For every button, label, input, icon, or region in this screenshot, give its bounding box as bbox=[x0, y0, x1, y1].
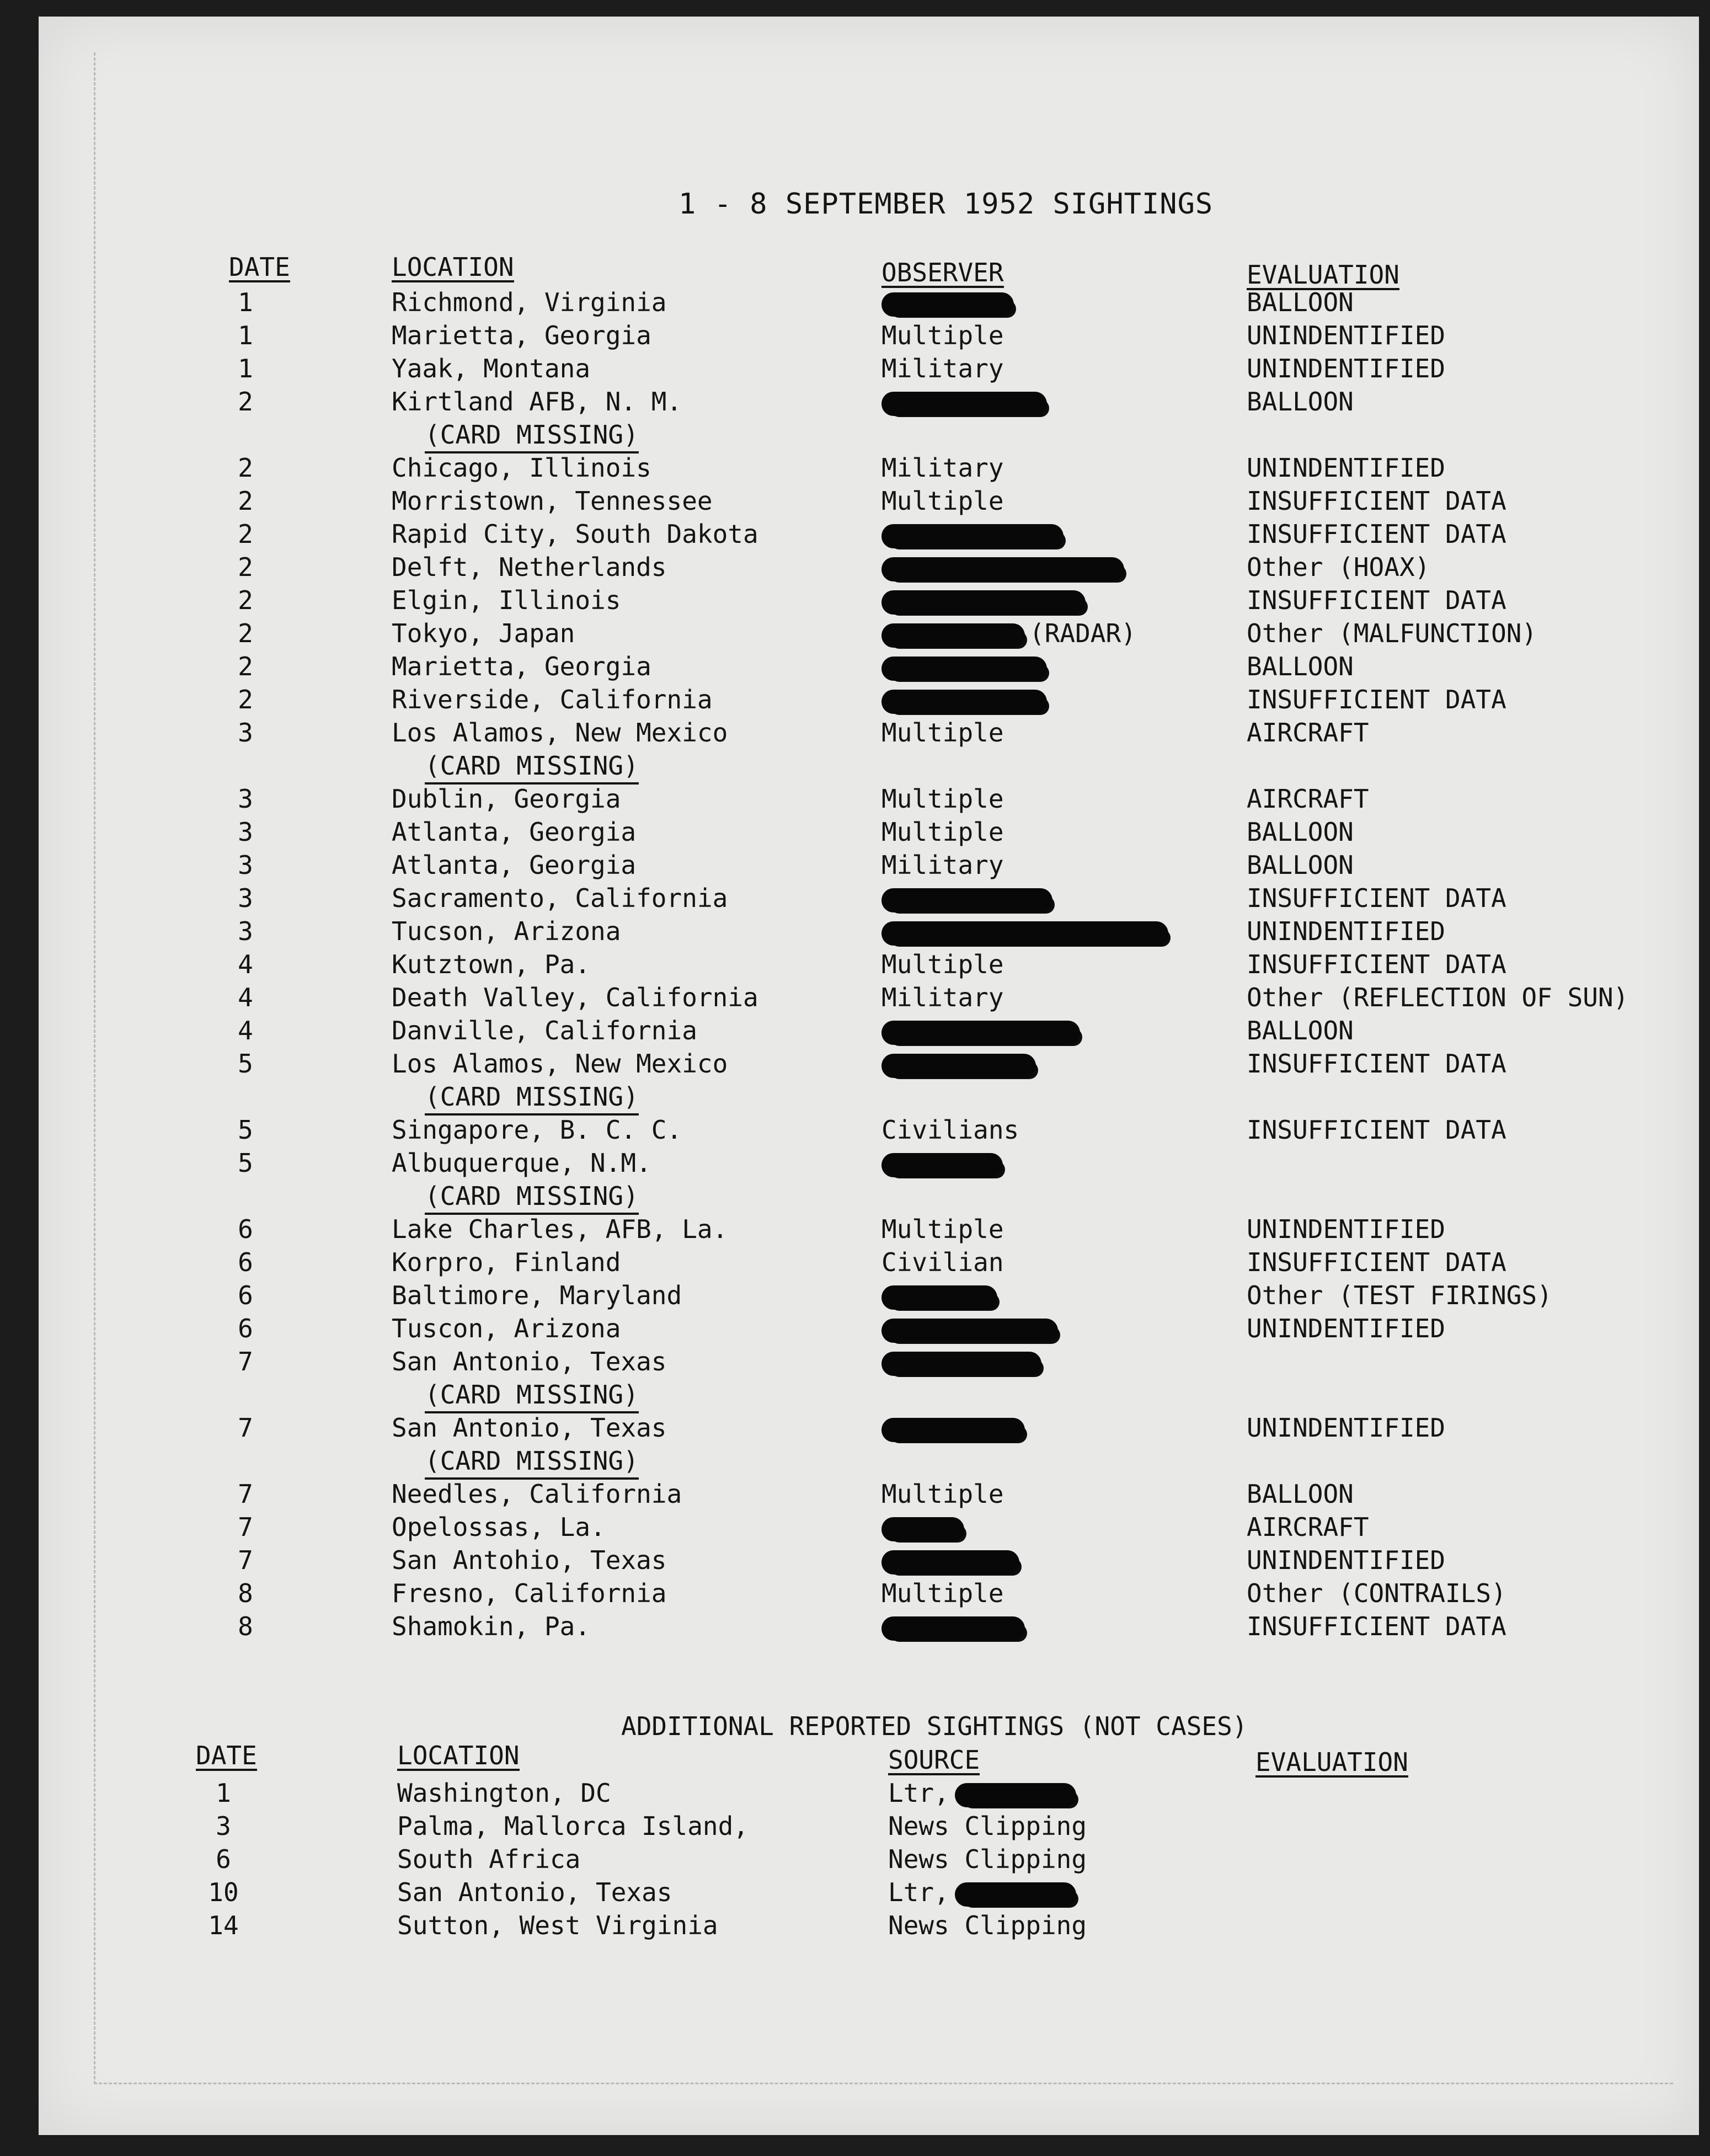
redaction-bar bbox=[881, 1285, 997, 1310]
table-row bbox=[39, 517, 1699, 551]
sighting-date: 1 bbox=[238, 287, 253, 317]
table-row bbox=[39, 683, 1699, 716]
sighting-observer bbox=[881, 517, 1064, 551]
additional-source bbox=[888, 1810, 1087, 1843]
additional-location: Sutton, West Virginia bbox=[397, 1910, 718, 1940]
sighting-evaluation: UNINDENTIFIED bbox=[1247, 321, 1446, 350]
redaction-bar bbox=[881, 590, 1086, 615]
sighting-evaluation: INSUFFICIENT DATA bbox=[1247, 1247, 1506, 1277]
sighting-evaluation: BALLOON bbox=[1247, 850, 1354, 880]
sighting-evaluation: Other (CONTRAILS) bbox=[1247, 1578, 1506, 1608]
sighting-evaluation: UNINDENTIFIED bbox=[1247, 1214, 1446, 1244]
sighting-location: Albuquerque, N.M. bbox=[392, 1148, 651, 1178]
header-evaluation: EVALUATION bbox=[1247, 260, 1399, 290]
header-date: DATE bbox=[229, 252, 290, 282]
sighting-observer bbox=[881, 319, 1004, 352]
sighting-observer bbox=[881, 1279, 997, 1312]
card-missing-row bbox=[39, 749, 1699, 782]
sighting-evaluation: BALLOON bbox=[1247, 652, 1354, 681]
sighting-date: 7 bbox=[238, 1347, 253, 1376]
additional-header-location: LOCATION bbox=[397, 1741, 520, 1770]
sighting-evaluation: UNINDENTIFIED bbox=[1247, 1413, 1446, 1443]
redaction-bar bbox=[881, 1319, 1058, 1343]
sighting-date: 7 bbox=[238, 1479, 253, 1509]
sighting-date: 5 bbox=[238, 1148, 253, 1178]
additional-header-source: SOURCE bbox=[888, 1745, 980, 1775]
table-row bbox=[39, 1477, 1699, 1511]
sighting-evaluation: INSUFFICIENT DATA bbox=[1247, 1049, 1506, 1079]
table-row bbox=[39, 1411, 1699, 1444]
table-row bbox=[39, 1909, 1699, 1942]
table-row bbox=[39, 1544, 1699, 1577]
redaction-bar bbox=[955, 1882, 1076, 1907]
sighting-observer bbox=[881, 1146, 1003, 1180]
table-row bbox=[39, 1876, 1699, 1909]
sighting-observer bbox=[881, 1113, 1019, 1146]
sighting-location: Chicago, Illinois bbox=[392, 453, 651, 483]
redaction-bar bbox=[881, 1352, 1041, 1376]
sighting-observer bbox=[881, 1610, 1025, 1643]
additional-date: 3 bbox=[216, 1811, 231, 1841]
sighting-evaluation: INSUFFICIENT DATA bbox=[1247, 949, 1506, 979]
card-missing-label: (CARD MISSING) bbox=[425, 749, 639, 785]
additional-header-date: DATE bbox=[196, 1741, 257, 1770]
table-row bbox=[39, 1843, 1699, 1876]
additional-date: 6 bbox=[216, 1844, 231, 1874]
document-title: 1 - 8 SEPTEMBER 1952 SIGHTINGS bbox=[678, 188, 1214, 221]
table-row bbox=[39, 617, 1699, 650]
sighting-location: Tucson, Arizona bbox=[392, 916, 621, 946]
header-location: LOCATION bbox=[392, 252, 514, 282]
sighting-observer bbox=[881, 981, 1004, 1014]
redaction-bar bbox=[881, 292, 1014, 317]
sighting-date: 6 bbox=[238, 1247, 253, 1277]
observer-text: Multiple bbox=[881, 1214, 1004, 1244]
sighting-evaluation: UNINDENTIFIED bbox=[1247, 1545, 1446, 1575]
sighting-date: 8 bbox=[238, 1578, 253, 1608]
additional-source bbox=[888, 1843, 1087, 1876]
sighting-evaluation: UNINDENTIFIED bbox=[1247, 916, 1446, 946]
sighting-location: Dublin, Georgia bbox=[392, 784, 621, 814]
table-row bbox=[39, 1279, 1699, 1312]
sighting-date: 4 bbox=[238, 1016, 253, 1045]
table-row bbox=[39, 1146, 1699, 1180]
sighting-location: Marietta, Georgia bbox=[392, 321, 651, 350]
table-row bbox=[39, 484, 1699, 517]
sighting-observer bbox=[881, 716, 1004, 749]
sighting-date: 6 bbox=[238, 1214, 253, 1244]
sighting-observer bbox=[881, 551, 1124, 584]
sighting-location: Lake Charles, AFB, La. bbox=[392, 1214, 728, 1244]
source-text: News Clipping bbox=[888, 1844, 1087, 1874]
sighting-evaluation: BALLOON bbox=[1247, 817, 1354, 847]
table-row bbox=[39, 451, 1699, 484]
source-text: News Clipping bbox=[888, 1811, 1087, 1841]
sighting-evaluation: BALLOON bbox=[1247, 1479, 1354, 1509]
redaction-bar bbox=[881, 623, 1025, 648]
card-missing-row bbox=[39, 1080, 1699, 1113]
sighting-date: 5 bbox=[238, 1049, 253, 1079]
additional-source bbox=[888, 1876, 1076, 1909]
sighting-observer bbox=[881, 451, 1004, 484]
sighting-evaluation: UNINDENTIFIED bbox=[1247, 354, 1446, 383]
sighting-evaluation: BALLOON bbox=[1247, 1016, 1354, 1045]
observer-text: Multiple bbox=[881, 817, 1004, 847]
sighting-observer bbox=[881, 1246, 1004, 1279]
table-row bbox=[39, 1213, 1699, 1246]
observer-text: Military bbox=[881, 983, 1004, 1012]
table-row bbox=[39, 1610, 1699, 1643]
sighting-observer bbox=[881, 484, 1004, 517]
sighting-location: San Antonio, Texas bbox=[392, 1413, 667, 1443]
sighting-observer bbox=[881, 915, 1168, 948]
observer-text: Military bbox=[881, 354, 1004, 383]
redaction-bar bbox=[955, 1783, 1076, 1807]
table-row bbox=[39, 915, 1699, 948]
sighting-date: 4 bbox=[238, 949, 253, 979]
sighting-location: Riverside, California bbox=[392, 685, 713, 714]
card-missing-row bbox=[39, 1180, 1699, 1213]
redaction-bar bbox=[881, 1153, 1003, 1177]
redaction-bar bbox=[881, 1616, 1025, 1641]
sighting-date: 3 bbox=[238, 817, 253, 847]
table-row bbox=[39, 385, 1699, 418]
redaction-bar bbox=[881, 1550, 1019, 1575]
document-page bbox=[39, 17, 1699, 2135]
sighting-observer bbox=[881, 617, 1136, 650]
sighting-location: Elgin, Illinois bbox=[392, 585, 621, 615]
additional-location: Palma, Mallorca Island, bbox=[397, 1811, 749, 1841]
sighting-date: 2 bbox=[238, 519, 253, 549]
additional-location: Washington, DC bbox=[397, 1778, 611, 1808]
sighting-date: 3 bbox=[238, 916, 253, 946]
table-row bbox=[39, 551, 1699, 584]
redaction-bar bbox=[881, 690, 1047, 714]
table-row bbox=[39, 882, 1699, 915]
table-row bbox=[39, 1577, 1699, 1610]
table-row bbox=[39, 650, 1699, 683]
sighting-evaluation: BALLOON bbox=[1247, 287, 1354, 317]
sighting-date: 2 bbox=[238, 585, 253, 615]
table-row bbox=[39, 1511, 1699, 1544]
sighting-location: Fresno, California bbox=[392, 1578, 667, 1608]
sighting-date: 2 bbox=[238, 618, 253, 648]
sighting-location: Tuscon, Arizona bbox=[392, 1314, 621, 1343]
sighting-observer bbox=[881, 1345, 1041, 1378]
sighting-location: Los Alamos, New Mexico bbox=[392, 718, 728, 748]
sighting-observer bbox=[881, 948, 1004, 981]
sighting-location: Yaak, Montana bbox=[392, 354, 591, 383]
table-row bbox=[39, 1312, 1699, 1345]
sighting-date: 3 bbox=[238, 784, 253, 814]
table-row bbox=[39, 716, 1699, 749]
sighting-date: 6 bbox=[238, 1314, 253, 1343]
source-text: News Clipping bbox=[888, 1910, 1087, 1940]
observer-text: Multiple bbox=[881, 1578, 1004, 1608]
sighting-evaluation: Other (REFLECTION OF SUN) bbox=[1247, 983, 1629, 1012]
sighting-date: 1 bbox=[238, 321, 253, 350]
card-missing-row bbox=[39, 1444, 1699, 1477]
sighting-location: Singapore, B. C. C. bbox=[392, 1115, 682, 1145]
sighting-location: Needles, California bbox=[392, 1479, 682, 1509]
sighting-date: 5 bbox=[238, 1115, 253, 1145]
table-row bbox=[39, 981, 1699, 1014]
sighting-evaluation: UNINDENTIFIED bbox=[1247, 1314, 1446, 1343]
sighting-location: Baltimore, Maryland bbox=[392, 1280, 682, 1310]
sighting-location: Korpro, Finland bbox=[392, 1247, 621, 1277]
sighting-location: Tokyo, Japan bbox=[392, 618, 575, 648]
observer-text: Multiple bbox=[881, 784, 1004, 814]
sighting-date: 4 bbox=[238, 983, 253, 1012]
sighting-observer bbox=[881, 848, 1004, 882]
table-row bbox=[39, 319, 1699, 352]
sighting-location: Sacramento, California bbox=[392, 883, 728, 913]
sighting-observer bbox=[881, 882, 1052, 915]
redaction-bar bbox=[881, 392, 1047, 416]
sighting-location: Los Alamos, New Mexico bbox=[392, 1049, 728, 1079]
sighting-location: San Antonio, Texas bbox=[392, 1347, 667, 1376]
card-missing-label: (CARD MISSING) bbox=[425, 1378, 639, 1413]
sighting-observer bbox=[881, 286, 1014, 319]
card-missing-row bbox=[39, 1378, 1699, 1411]
card-missing-row bbox=[39, 418, 1699, 451]
sighting-date: 2 bbox=[238, 652, 253, 681]
observer-text: Civilian bbox=[881, 1247, 1004, 1277]
sighting-date: 2 bbox=[238, 453, 253, 483]
sighting-date: 8 bbox=[238, 1611, 253, 1641]
table-row bbox=[39, 1246, 1699, 1279]
table-row bbox=[39, 1810, 1699, 1843]
sighting-observer bbox=[881, 1014, 1080, 1047]
sighting-location: Delft, Netherlands bbox=[392, 552, 667, 582]
table-row bbox=[39, 1113, 1699, 1146]
sighting-date: 2 bbox=[238, 552, 253, 582]
sighting-location: Atlanta, Georgia bbox=[392, 817, 637, 847]
header-observer: OBSERVER bbox=[881, 258, 1004, 287]
sighting-observer bbox=[881, 1213, 1004, 1246]
sighting-evaluation: INSUFFICIENT DATA bbox=[1247, 486, 1506, 516]
sighting-date: 7 bbox=[238, 1512, 253, 1542]
sighting-evaluation: INSUFFICIENT DATA bbox=[1247, 1115, 1506, 1145]
sighting-date: 2 bbox=[238, 387, 253, 417]
redaction-bar bbox=[881, 1054, 1036, 1078]
sighting-observer bbox=[881, 584, 1086, 617]
additional-header-evaluation: EVALUATION bbox=[1255, 1747, 1408, 1777]
sighting-evaluation: AIRCRAFT bbox=[1247, 784, 1369, 814]
sighting-evaluation: Other (MALFUNCTION) bbox=[1247, 618, 1537, 648]
table-row bbox=[39, 1014, 1699, 1047]
table-row bbox=[39, 286, 1699, 319]
sighting-date: 2 bbox=[238, 486, 253, 516]
sighting-observer bbox=[881, 1544, 1019, 1577]
observer-text: Multiple bbox=[881, 1479, 1004, 1509]
additional-source bbox=[888, 1909, 1087, 1942]
card-missing-label: (CARD MISSING) bbox=[425, 1180, 639, 1215]
sighting-date: 3 bbox=[238, 850, 253, 880]
table-row bbox=[39, 1776, 1699, 1810]
redaction-bar bbox=[881, 888, 1052, 912]
sighting-location: Kutztown, Pa. bbox=[392, 949, 591, 979]
additional-location: San Antonio, Texas bbox=[397, 1877, 672, 1907]
sighting-date: 6 bbox=[238, 1280, 253, 1310]
sighting-evaluation: INSUFFICIENT DATA bbox=[1247, 519, 1506, 549]
additional-title: ADDITIONAL REPORTED SIGHTINGS (NOT CASES) bbox=[621, 1711, 1248, 1741]
observer-text: Multiple bbox=[881, 949, 1004, 979]
sighting-location: Kirtland AFB, N. M. bbox=[392, 387, 682, 417]
sighting-observer bbox=[881, 1411, 1025, 1444]
sighting-location: Morristown, Tennessee bbox=[392, 486, 713, 516]
sighting-evaluation: AIRCRAFT bbox=[1247, 718, 1369, 748]
sighting-location: San Antohio, Texas bbox=[392, 1545, 667, 1575]
sighting-location: Opelossas, La. bbox=[392, 1512, 606, 1542]
additional-location: South Africa bbox=[397, 1844, 581, 1874]
observer-text: Military bbox=[881, 850, 1004, 880]
sighting-evaluation: AIRCRAFT bbox=[1247, 1512, 1369, 1542]
redaction-bar bbox=[881, 1021, 1080, 1045]
observer-text: Multiple bbox=[881, 486, 1004, 516]
sighting-evaluation: INSUFFICIENT DATA bbox=[1247, 685, 1506, 714]
sighting-observer bbox=[881, 782, 1004, 815]
sighting-date: 2 bbox=[238, 685, 253, 714]
sighting-evaluation: INSUFFICIENT DATA bbox=[1247, 1611, 1506, 1641]
sighting-location: Rapid City, South Dakota bbox=[392, 519, 758, 549]
sighting-location: Atlanta, Georgia bbox=[392, 850, 637, 880]
redaction-bar bbox=[881, 1418, 1025, 1442]
card-missing-label: (CARD MISSING) bbox=[425, 1080, 639, 1116]
sighting-observer bbox=[881, 1577, 1004, 1610]
redaction-bar bbox=[881, 524, 1064, 548]
sighting-observer bbox=[881, 683, 1047, 716]
sighting-evaluation: UNINDENTIFIED bbox=[1247, 453, 1446, 483]
sighting-observer bbox=[881, 1477, 1004, 1511]
sighting-date: 7 bbox=[238, 1545, 253, 1575]
sighting-date: 3 bbox=[238, 883, 253, 913]
observer-text: Military bbox=[881, 453, 1004, 483]
redaction-bar bbox=[881, 921, 1168, 946]
table-row bbox=[39, 815, 1699, 848]
redaction-bar bbox=[881, 1517, 964, 1541]
observer-text: Civilians bbox=[881, 1115, 1019, 1145]
table-row bbox=[39, 848, 1699, 882]
observer-text: (RADAR) bbox=[1029, 618, 1136, 648]
sighting-observer bbox=[881, 385, 1047, 418]
redaction-bar bbox=[881, 657, 1047, 681]
source-text: Ltr, bbox=[888, 1877, 949, 1907]
sighting-date: 7 bbox=[238, 1413, 253, 1443]
table-row bbox=[39, 1047, 1699, 1080]
sighting-evaluation: BALLOON bbox=[1247, 387, 1354, 417]
sighting-date: 1 bbox=[238, 354, 253, 383]
table-row bbox=[39, 782, 1699, 815]
sighting-observer bbox=[881, 1511, 964, 1544]
card-missing-label: (CARD MISSING) bbox=[425, 418, 639, 453]
sighting-evaluation: INSUFFICIENT DATA bbox=[1247, 585, 1506, 615]
sighting-observer bbox=[881, 815, 1004, 848]
sighting-observer bbox=[881, 352, 1004, 385]
additional-date: 10 bbox=[208, 1877, 239, 1907]
source-text: Ltr, bbox=[888, 1778, 949, 1808]
table-row bbox=[39, 1345, 1699, 1378]
table-row bbox=[39, 948, 1699, 981]
sighting-location: Shamokin, Pa. bbox=[392, 1611, 591, 1641]
observer-text: Multiple bbox=[881, 321, 1004, 350]
sighting-location: Danville, California bbox=[392, 1016, 697, 1045]
observer-text: Multiple bbox=[881, 718, 1004, 748]
sighting-evaluation: INSUFFICIENT DATA bbox=[1247, 883, 1506, 913]
sighting-location: Death Valley, California bbox=[392, 983, 758, 1012]
sighting-date: 3 bbox=[238, 718, 253, 748]
table-row bbox=[39, 352, 1699, 385]
additional-date: 1 bbox=[216, 1778, 231, 1808]
sighting-observer bbox=[881, 1312, 1058, 1345]
additional-source bbox=[888, 1776, 1076, 1810]
sighting-evaluation: Other (HOAX) bbox=[1247, 552, 1430, 582]
table-row bbox=[39, 584, 1699, 617]
redaction-bar bbox=[881, 557, 1124, 581]
sighting-observer bbox=[881, 650, 1047, 683]
sighting-observer bbox=[881, 1047, 1036, 1080]
sighting-evaluation: Other (TEST FIRINGS) bbox=[1247, 1280, 1552, 1310]
sighting-location: Marietta, Georgia bbox=[392, 652, 651, 681]
sighting-location: Richmond, Virginia bbox=[392, 287, 667, 317]
additional-date: 14 bbox=[208, 1910, 239, 1940]
card-missing-label: (CARD MISSING) bbox=[425, 1444, 639, 1480]
